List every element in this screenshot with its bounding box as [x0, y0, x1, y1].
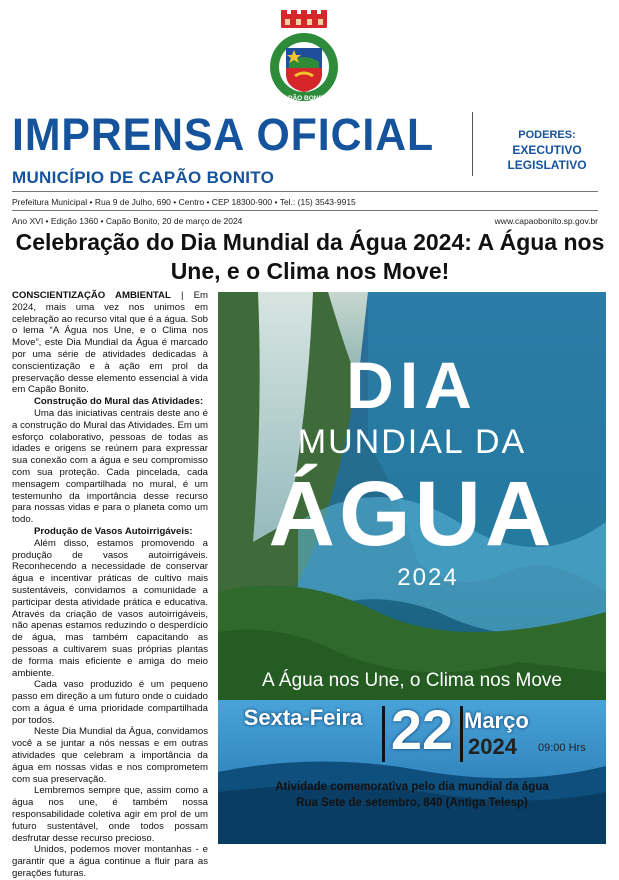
section-heading-mural: Construção do Mural das Atividades: [34, 396, 204, 408]
headline: Celebração do Dia Mundial da Água 2024: A Água nos Une, e o Clima nos Move! [15, 229, 605, 284]
article-column [12, 290, 208, 880]
masthead-divider [472, 112, 473, 176]
lead-label: CONSCIENTIZAÇÃO AMBIENTAL [12, 290, 171, 301]
poster-year: 2024 [397, 564, 459, 591]
paragraph-responsibility: Lembremos sempre que, assim como a água nos une, é também nossa responsabilidade coletiva agir em prol de um futuro sustentável, onde todos possam desfrutar desse recurso precioso. [12, 785, 208, 844]
paragraph-vasos: Além disso, estamos promovendo a produção de vasos autoirrigáveis. Reconhecendo a necessidade de conservar água e incentivar práticas de cultivo mais sustentáveis, convidamos a comunidade a participar desta atividade prática e educativa. Através da criação de vasos autoirrigáveis, não apenas estamos reduzindo o desperdício de água, mas também capacitando as pessoas a cultivarem suas próprias plantas de forma mais eficiente e amiga do meio ambiente. [12, 537, 208, 679]
event-time: 09:00 Hrs [538, 742, 586, 754]
poster-title-agua: ÁGUA [268, 463, 556, 565]
intro-text: | Em 2024, mais uma vez nos unimos em celebração ao recurso vital que é a água. Sob o lema “A Água nos Une, e o Clima nos Move”, este Dia Mundial da Água é marcado por uma série de atividades dedicadas à conscientização e à ação em prol da preservação desse elemento essencial à vida em Capão Bonito. [12, 290, 209, 396]
paragraph-closing: Unidos, podemos mover montanhas - e garantir que a água continue a fluir para as gerações futuras. [12, 844, 208, 880]
event-details [218, 779, 606, 811]
poster-title-mundial: MUNDIAL DA [297, 423, 527, 461]
svg-text:CAPÃO BONITO: CAPÃO BONITO [278, 95, 330, 102]
municipal-crest [261, 10, 347, 102]
paragraph-invite: Neste Dia Mundial da Água, convidamos você a se juntar a nós nessas e em outras atividades que celebram a importância da água em nossas vidas e nos comprometem com sua preservação. [12, 726, 208, 785]
paragraph-mural: Uma das iniciativas centrais deste ano é a construção do Mural das Atividades. Em um esforço colaborativo, pessoas de todas as idades e origens se reúnem para expressar sua conexão com a água e seu compromisso com sua proteção. Cada pincelada, cada mensagem compartilhada no mural, é um testemunho da importância desse recurso para nossas vidas e para o planeta como um todo. [12, 407, 208, 526]
municipality-name: MUNICÍPIO DE CAPÃO BONITO [12, 168, 275, 187]
event-poster [218, 292, 606, 844]
divider-top [12, 191, 598, 192]
divider-mid [12, 210, 598, 211]
poster-slogan: A Água nos Une, o Clima nos Move [262, 670, 562, 691]
event-month: Março [464, 708, 529, 733]
powers-block [486, 128, 608, 173]
paragraph-step: Cada vaso produzido é um pequeno passo em direção a um futuro onde o cuidado com a água é uma prioridade compartilhada por todos. [12, 679, 208, 726]
website-link[interactable]: www.capaobonito.sp.gov.br [494, 216, 598, 226]
power-legislative: LEGISLATIVO [507, 158, 587, 172]
event-activity: Atividade comemorativa pelo dia mundial da água [275, 781, 549, 793]
address-line: Prefeitura Municipal • Rua 9 de Julho, 690 • Centro • CEP 18300-900 • Tel.: (15) 3543-9915 [12, 197, 356, 207]
event-day: 22 [390, 698, 454, 761]
section-heading-vasos: Produção de Vasos Autoirrigáveis: [34, 525, 193, 537]
power-executive: EXECUTIVO [512, 143, 582, 157]
edition-line: Ano XVI • Edição 1360 • Capão Bonito, 20 de março de 2024 [12, 216, 243, 226]
poster-title-dia: DIA [346, 348, 478, 422]
event-weekday: Sexta-Feira [243, 705, 363, 730]
powers-label: PODERES: [518, 129, 576, 141]
publication-title: IMPRENSA OFICIAL [12, 109, 435, 160]
event-year: 2024 [468, 734, 517, 759]
event-location: Rua Sete de setembro, 840 (Antiga Telesp) [296, 797, 528, 809]
paragraph-intro [12, 290, 208, 396]
masthead [12, 110, 608, 188]
